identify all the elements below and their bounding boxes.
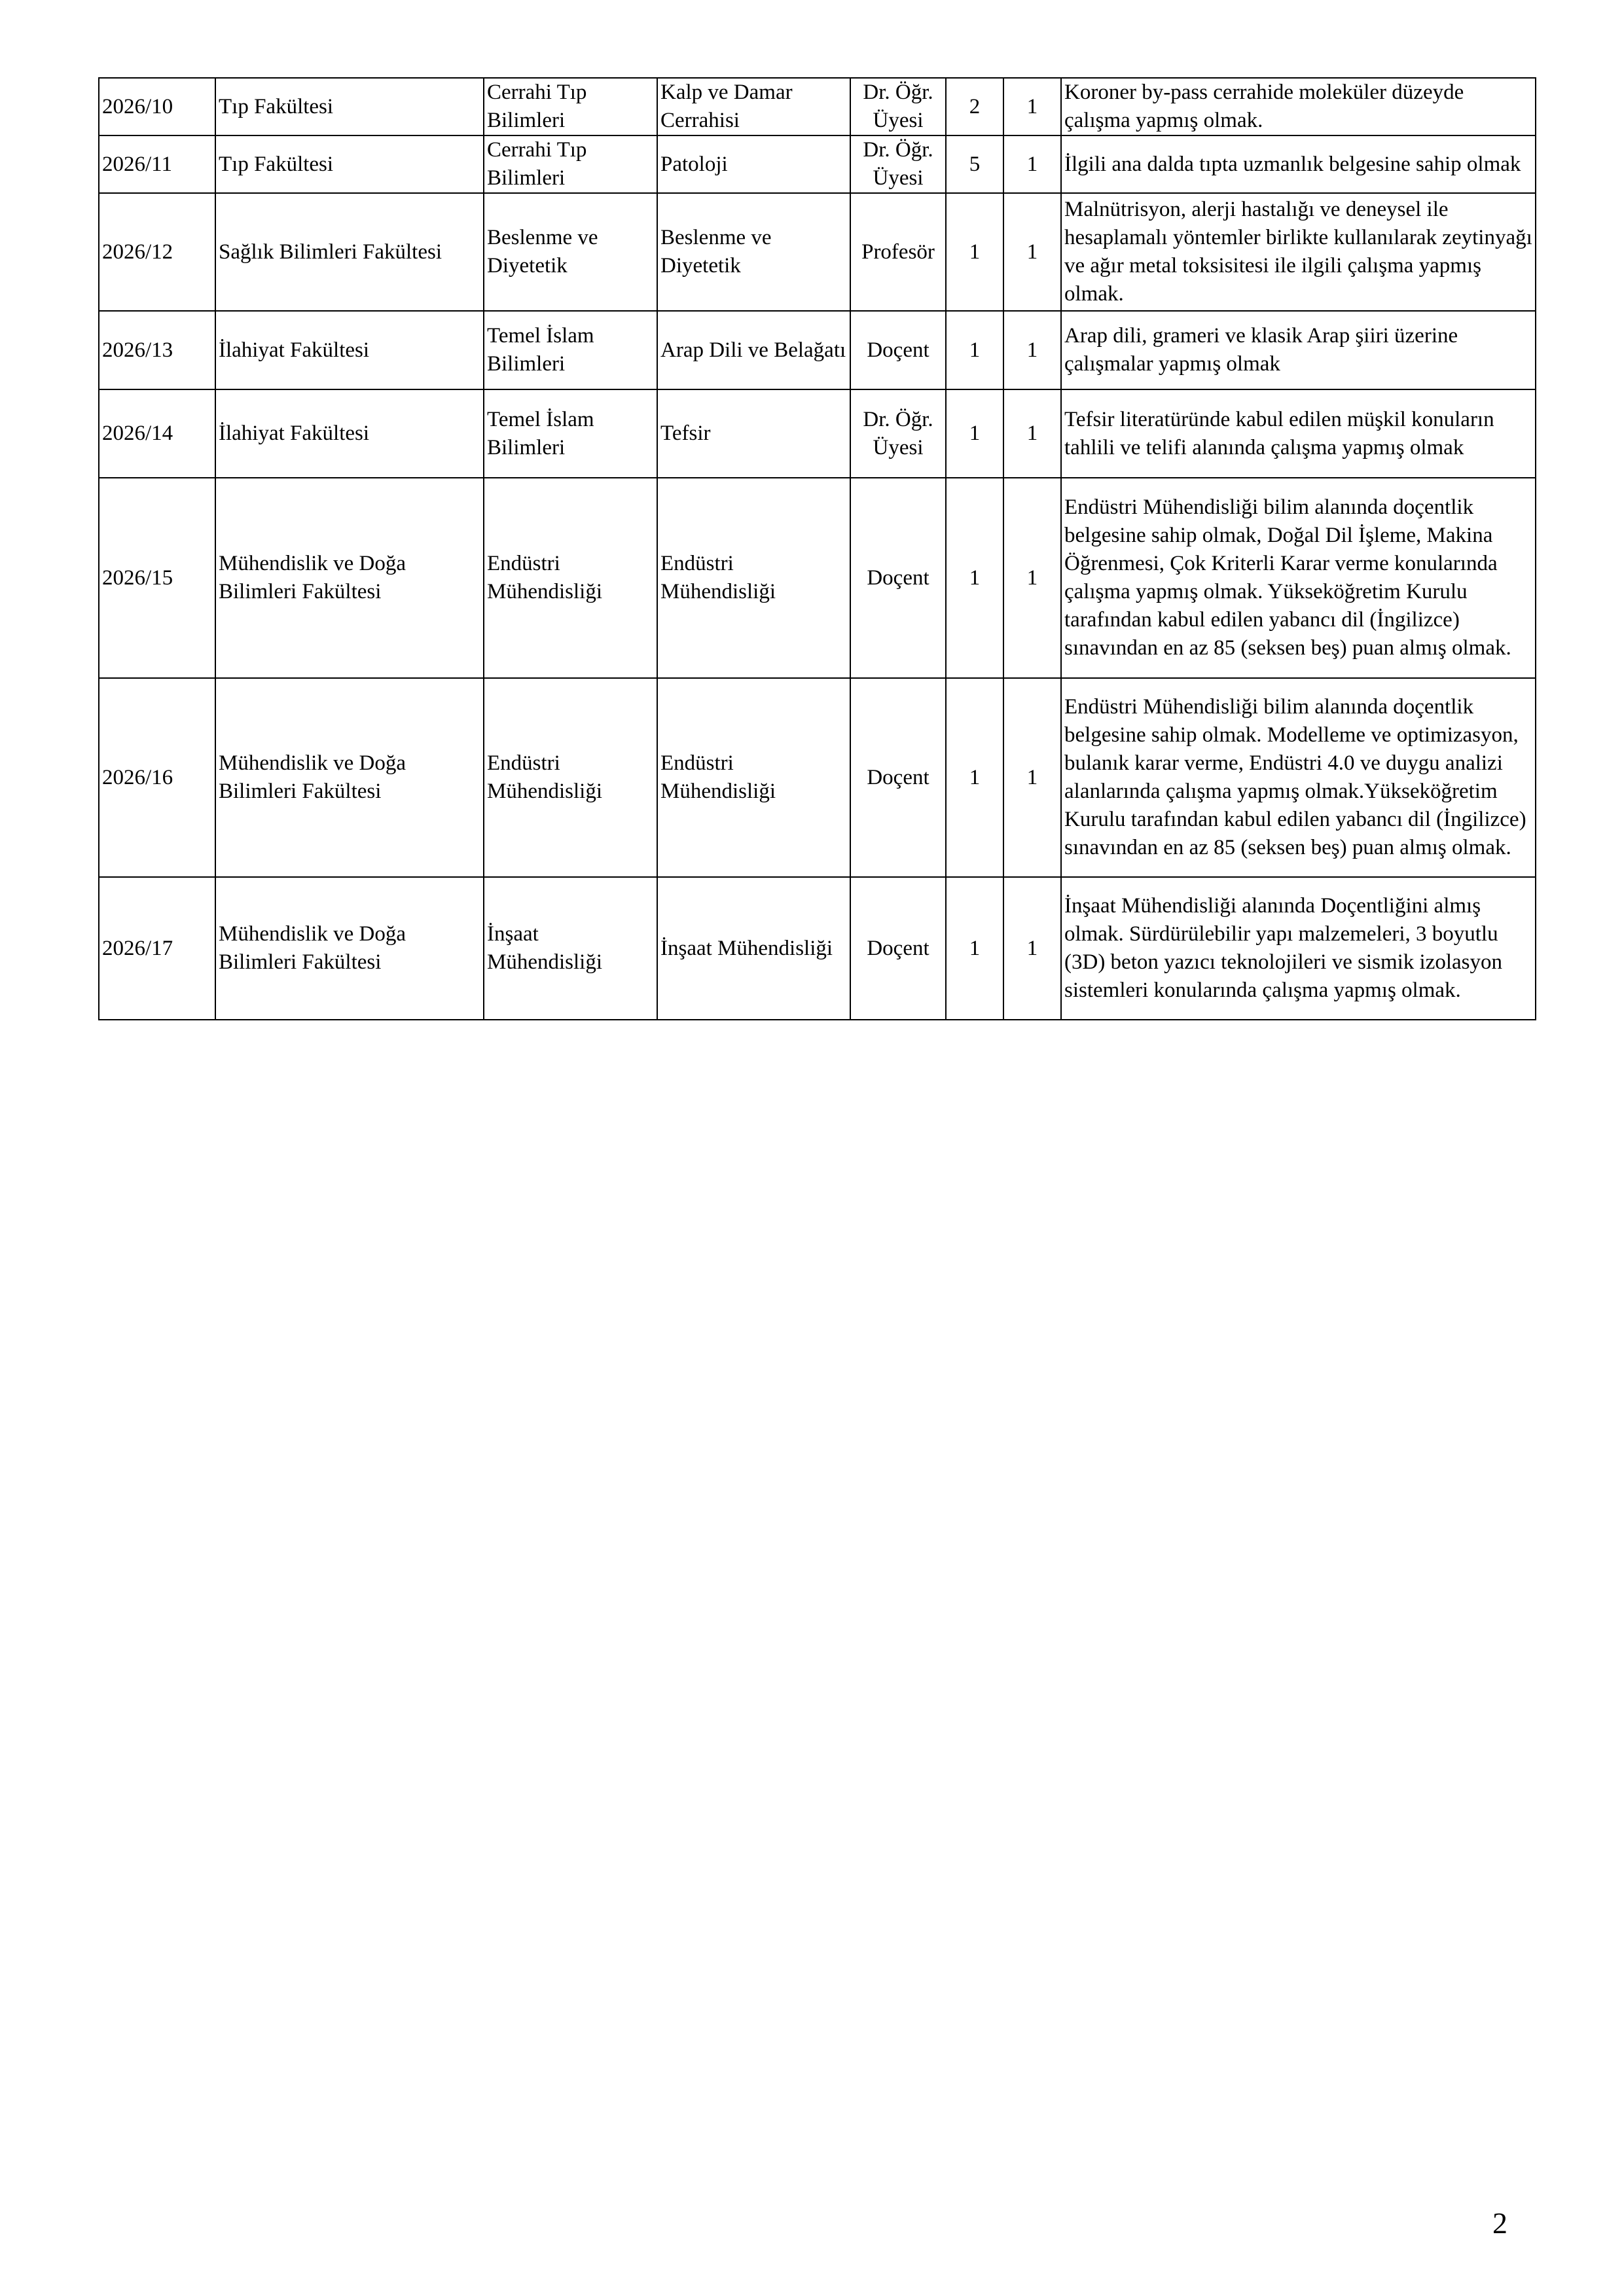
quota: 1 [1003, 311, 1061, 389]
department: Temel İslam Bilimleri [484, 389, 657, 478]
degree: 1 [946, 389, 1003, 478]
degree: 1 [946, 193, 1003, 311]
faculty: Sağlık Bilimleri Fakültesi [215, 193, 484, 311]
quota: 1 [1003, 193, 1061, 311]
announcement-number: 2026/10 [99, 78, 215, 135]
field: Endüstri Mühendisliği [657, 478, 850, 678]
quota: 1 [1003, 678, 1061, 877]
degree: 1 [946, 877, 1003, 1020]
announcement-number: 2026/16 [99, 678, 215, 877]
requirements: Endüstri Mühendisliği bilim alanında doçentlik belgesine sahip olmak. Modelleme ve optimizasyon, bulanık karar verme, Endüstri 4.0 ve duygu analizi alanlarında çalışma yapmış olmak.Yükseköğretim Kurulu tarafından kabul edilen yabancı dil (İngilizce) sınavından en az 85 (seksen beş) puan almış olmak. [1061, 678, 1536, 877]
table-row [99, 311, 1536, 389]
field: Tefsir [657, 389, 850, 478]
field: Kalp ve Damar Cerrahisi [657, 78, 850, 135]
announcement-number: 2026/13 [99, 311, 215, 389]
requirements: Malnütrisyon, alerji hastalığı ve deneysel ile hesaplamalı yöntemler birlikte kullanılarak zeytinyağı ve ağır metal toksisitesi ile ilgili çalışma yapmış olmak. [1061, 193, 1536, 311]
positions-table [98, 77, 1536, 1020]
announcement-number: 2026/12 [99, 193, 215, 311]
table-row [99, 135, 1536, 193]
field: Patoloji [657, 135, 850, 193]
academic-title: Doçent [850, 678, 946, 877]
requirements: İnşaat Mühendisliği alanında Doçentliğini almış olmak. Sürdürülebilir yapı malzemeleri, 3 boyutlu (3D) beton yazıcı teknolojileri ve sismik izolasyon sistemleri konularında çalışma yapmış olmak. [1061, 877, 1536, 1020]
page-number: 2 [1492, 2206, 1507, 2240]
department: Beslenme ve Diyetetik [484, 193, 657, 311]
degree: 2 [946, 78, 1003, 135]
faculty: İlahiyat Fakültesi [215, 311, 484, 389]
field: İnşaat Mühendisliği [657, 877, 850, 1020]
academic-title: Doçent [850, 877, 946, 1020]
table-row [99, 877, 1536, 1020]
faculty: Mühendislik ve Doğa Bilimleri Fakültesi [215, 478, 484, 678]
table-row [99, 193, 1536, 311]
quota: 1 [1003, 478, 1061, 678]
field: Endüstri Mühendisliği [657, 678, 850, 877]
table-row [99, 478, 1536, 678]
faculty: Tıp Fakültesi [215, 135, 484, 193]
quota: 1 [1003, 135, 1061, 193]
quota: 1 [1003, 78, 1061, 135]
announcement-number: 2026/17 [99, 877, 215, 1020]
field: Beslenme ve Diyetetik [657, 193, 850, 311]
announcement-number: 2026/11 [99, 135, 215, 193]
degree: 1 [946, 678, 1003, 877]
announcement-number: 2026/14 [99, 389, 215, 478]
table-body [99, 78, 1536, 1020]
table-row [99, 389, 1536, 478]
academic-title: Dr. Öğr. Üyesi [850, 78, 946, 135]
requirements: Arap dili, grameri ve klasik Arap şiiri üzerine çalışmalar yapmış olmak [1061, 311, 1536, 389]
degree: 1 [946, 311, 1003, 389]
academic-title: Doçent [850, 311, 946, 389]
requirements: Koroner by-pass cerrahide moleküler düzeyde çalışma yapmış olmak. [1061, 78, 1536, 135]
requirements: Endüstri Mühendisliği bilim alanında doçentlik belgesine sahip olmak, Doğal Dil İşleme, Makina Öğrenmesi, Çok Kriterli Karar verme konularında çalışma yapmış olmak. Yükseköğretim Kurulu tarafından kabul edilen yabancı dil (İngilizce) sınavından en az 85 (seksen beş) puan almış olmak. [1061, 478, 1536, 678]
requirements: İlgili ana dalda tıpta uzmanlık belgesine sahip olmak [1061, 135, 1536, 193]
faculty: İlahiyat Fakültesi [215, 389, 484, 478]
academic-title: Dr. Öğr. Üyesi [850, 135, 946, 193]
academic-title: Dr. Öğr. Üyesi [850, 389, 946, 478]
degree: 1 [946, 478, 1003, 678]
faculty: Tıp Fakültesi [215, 78, 484, 135]
department: Temel İslam Bilimleri [484, 311, 657, 389]
department: Cerrahi Tıp Bilimleri [484, 135, 657, 193]
quota: 1 [1003, 389, 1061, 478]
department: Endüstri Mühendisliği [484, 478, 657, 678]
degree: 5 [946, 135, 1003, 193]
requirements: Tefsir literatüründe kabul edilen müşkil konuların tahlili ve telifi alanında çalışma yapmış olmak [1061, 389, 1536, 478]
department: Cerrahi Tıp Bilimleri [484, 78, 657, 135]
quota: 1 [1003, 877, 1061, 1020]
faculty: Mühendislik ve Doğa Bilimleri Fakültesi [215, 678, 484, 877]
table-row [99, 78, 1536, 135]
table-row [99, 678, 1536, 877]
field: Arap Dili ve Belağatı [657, 311, 850, 389]
department: İnşaat Mühendisliği [484, 877, 657, 1020]
announcement-number: 2026/15 [99, 478, 215, 678]
department: Endüstri Mühendisliği [484, 678, 657, 877]
faculty: Mühendislik ve Doğa Bilimleri Fakültesi [215, 877, 484, 1020]
academic-title: Profesör [850, 193, 946, 311]
academic-title: Doçent [850, 478, 946, 678]
